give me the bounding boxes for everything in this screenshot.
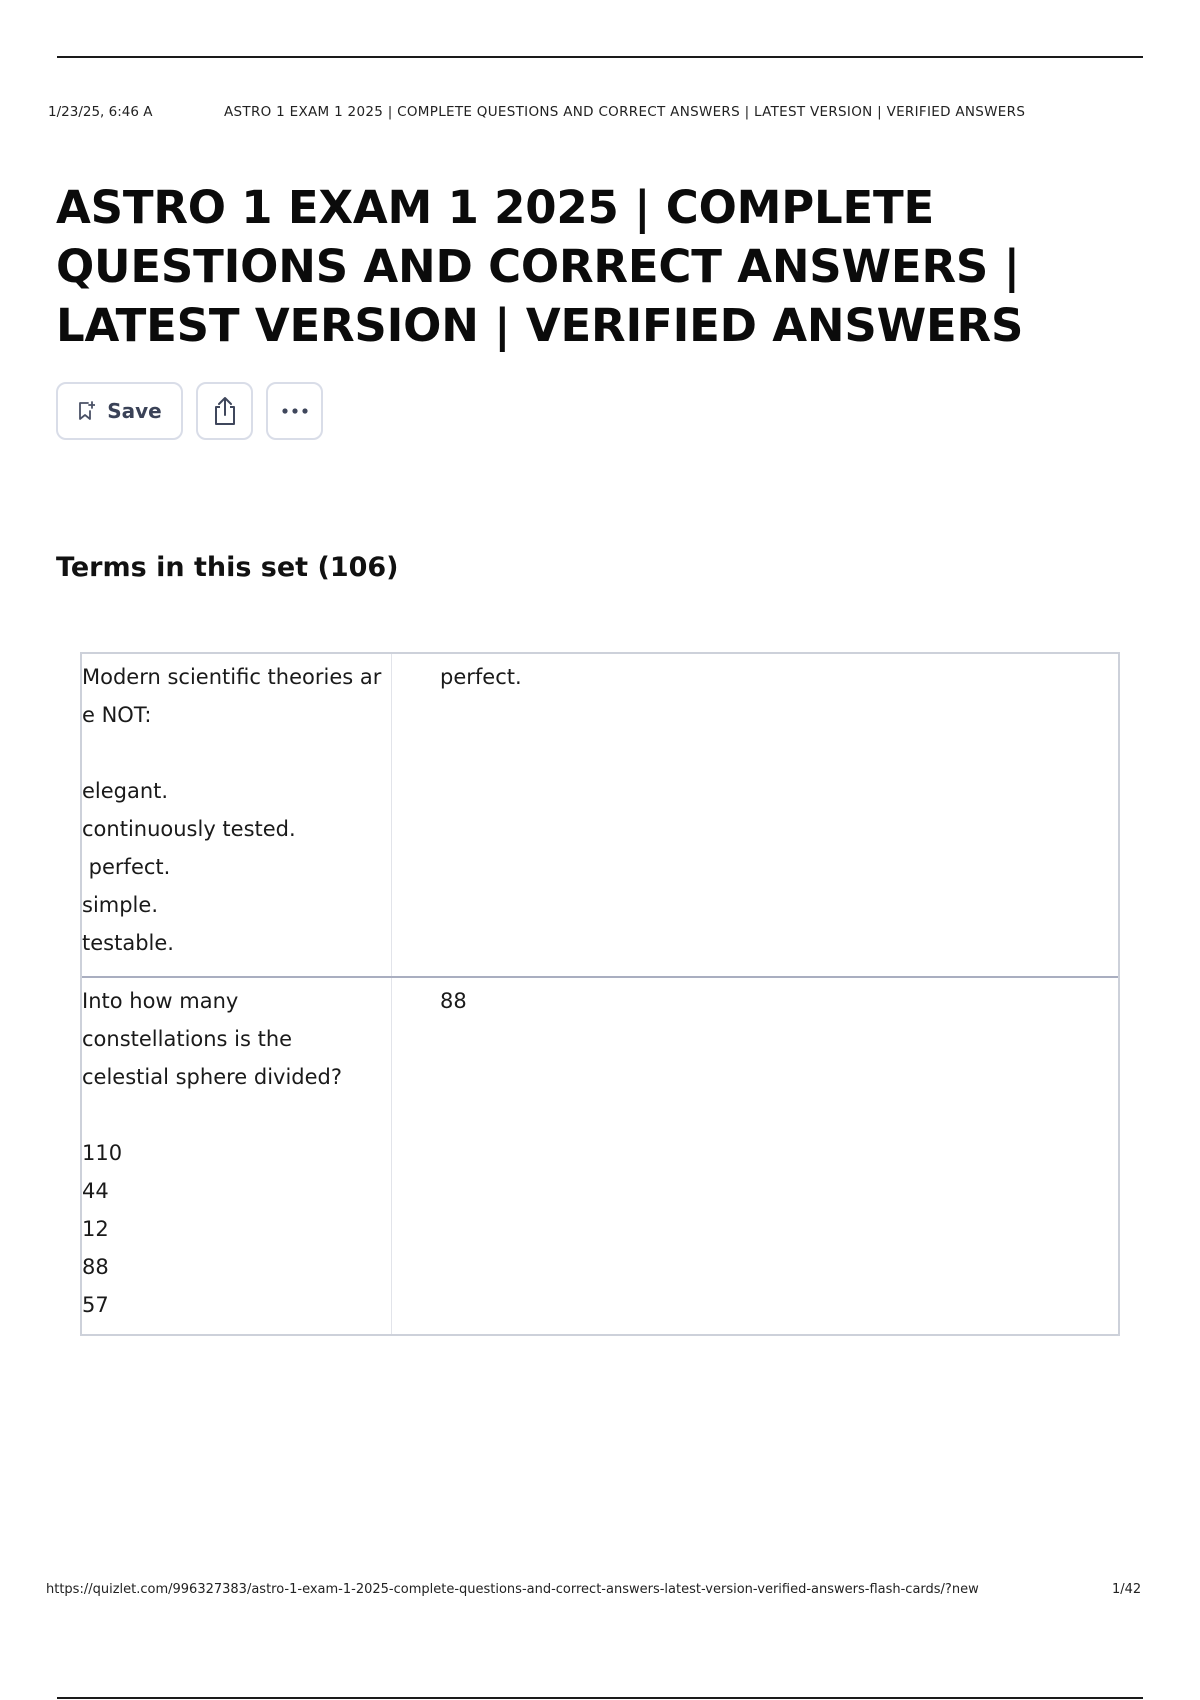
option-line: simple. [82,893,158,917]
option-line: elegant. [82,779,169,803]
share-icon [211,395,239,427]
print-header [48,104,1158,122]
term-answer: 88 [440,989,467,1013]
print-header-title: ASTRO 1 EXAM 1 2025 | COMPLETE QUESTIONS AND CORRECT ANSWERS | LATEST VERSION | VERIFIED ANSWERS [224,104,1026,120]
more-options-button[interactable] [266,382,323,440]
option-line: 88 [82,1255,109,1279]
term-question [82,654,392,976]
option-line: 44 [82,1179,109,1203]
question-line: constellations is the [82,1027,293,1051]
question-line: celestial sphere divided? [82,1065,343,1089]
term-row[interactable] [82,654,1118,976]
bottom-rule [57,1697,1143,1699]
share-button[interactable] [196,382,253,440]
print-footer [46,1582,1146,1600]
question-line: Into how many [82,989,239,1013]
toolbar [56,382,323,440]
term-answer: perfect. [440,665,522,689]
option-line: 12 [82,1217,109,1241]
option-line: 57 [82,1293,109,1317]
save-button[interactable] [56,382,183,440]
page-title: ASTRO 1 EXAM 1 2025 | COMPLETE QUESTIONS AND CORRECT ANSWERS | LATEST VERSION | VERIFIED ANSWERS [56,181,1024,352]
top-rule [57,56,1143,58]
option-line: perfect. [82,855,171,879]
terms-heading: Terms in this set (106) [56,552,399,583]
page-url: https://quizlet.com/996327383/astro-1-exam-1-2025-complete-questions-and-correct-answers-latest-version-verified-answers-flash-cards/?new [46,1582,979,1597]
term-question [82,978,392,1334]
option-line: testable. [82,931,174,955]
question-line: Modern scientific theories ar [82,665,382,689]
term-row[interactable] [82,976,1118,1334]
more-icon [281,407,309,415]
save-label: Save [107,399,162,423]
bookmark-icon [77,401,95,421]
print-date: 1/23/25, 6:46 A [48,104,153,120]
terms-table [80,652,1120,1336]
option-line: 110 [82,1141,123,1165]
question-line: e NOT: [82,703,152,727]
option-line: continuously tested. [82,817,296,841]
page-number: 1/42 [1112,1582,1142,1597]
